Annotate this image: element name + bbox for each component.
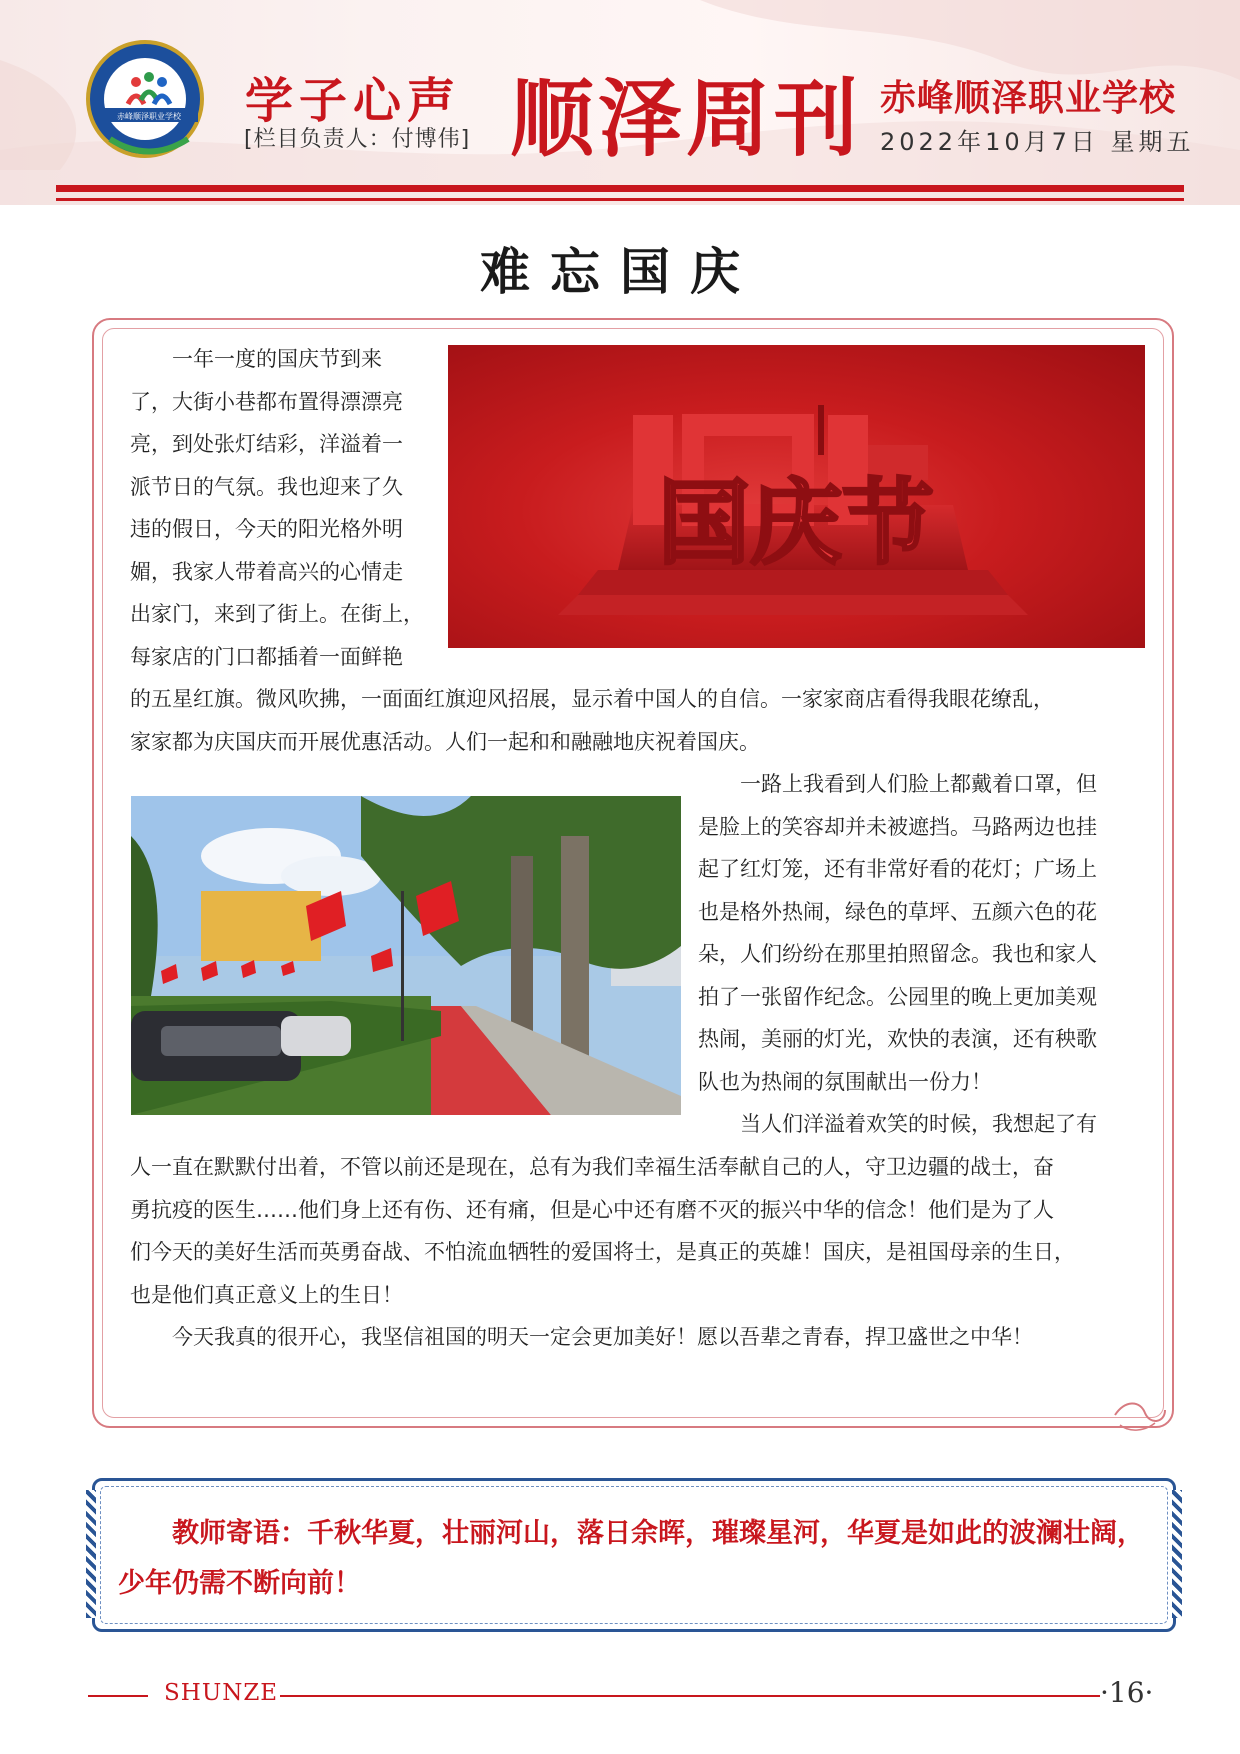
school-logo (86, 40, 204, 158)
issue-date: 2022年10月7日 星期五 (880, 128, 1195, 156)
text-line: 人一直在默默付出着，不管以前还是现在，总有为我们幸福生活奉献自己的人，守卫边疆的战士，奋 (130, 1155, 1054, 1179)
text-line: 媚，我家人带着高兴的心情走 (130, 559, 403, 584)
national-day-image (448, 345, 1145, 648)
text-line: 亮，到处张灯结彩，洋溢着一 (130, 432, 403, 456)
masthead: 顺泽周刊 (510, 69, 863, 168)
text-line: 每家店的门口都插着一面鲜艳 (130, 644, 403, 669)
paragraph-1-continued (130, 678, 1142, 763)
paragraph-2 (698, 763, 1144, 1103)
paragraph-3 (130, 1146, 1144, 1316)
header-rule-thick (56, 185, 1184, 192)
teacher-note-line: 教师寄语：千秋华夏，壮丽河山，落日余晖，璀璨星河，华夏是如此的波澜壮阔， (172, 1518, 1144, 1549)
text-line: 朵，人们纷纷在那里拍照留念。我也和家人 (698, 942, 1097, 966)
column-editor: [栏目负责人：付博伟] (244, 127, 471, 152)
text-line: 热闹，美丽的灯光，欢快的表演，还有秧歌 (698, 1027, 1097, 1051)
national-day-image-text: 国庆节 (657, 470, 935, 577)
text-line: 了，大街小巷都布置得漂漂亮 (130, 389, 403, 414)
logo-figures-icon (90, 44, 208, 162)
text-line: 是脸上的笑容却并未被遮挡。马路两边也挂 (698, 814, 1097, 839)
text-line: 违的假日，今天的阳光格外明 (130, 517, 403, 541)
header-rule-thin (56, 198, 1184, 201)
text-line: 派节日的气氛。我也迎来了久 (130, 474, 403, 499)
text-line: 起了红灯笼，还有非常好看的花灯；广场上 (698, 857, 1097, 881)
article-title: 难忘国庆 (480, 242, 760, 301)
footer-rule-right (280, 1695, 1100, 1697)
text-line: 一路上我看到人们脸上都戴着口罩，但 (740, 772, 1097, 796)
paragraph-4: 今天我真的很开心，我坚信祖国的明天一定会更加美好！愿以吾辈之青春，捍卫盛世之中华！ (172, 1325, 1033, 1349)
text-line: 也是格外热闹，绿色的草坪、五颜六色的花 (698, 899, 1097, 924)
footer-brand: SHUNZE (164, 1680, 279, 1706)
svg-text:赤峰顺泽职业学校: 赤峰顺泽职业学校 (117, 112, 181, 121)
frame-corner-ornament-icon (1110, 1395, 1170, 1435)
page-number: ·16· (1100, 1676, 1154, 1709)
text-line: 队也为热闹的氛围献出一份力！ (698, 1069, 992, 1094)
text-line: 拍了一张留作纪念。公园里的晚上更加美观 (698, 984, 1097, 1009)
school-name: 赤峰顺泽职业学校 (880, 78, 1177, 119)
text-line: 家家都为庆国庆而开展优惠活动。人们一起和和融融地庆祝着国庆。 (130, 729, 760, 754)
text-line: 也是他们真正意义上的生日！ (130, 1282, 403, 1307)
text-line: 出家门，来到了街上。在街上， (130, 602, 424, 626)
teacher-note-left-ornament (86, 1490, 96, 1618)
street-flags-photo (131, 796, 681, 1115)
teacher-note-line: 少年仍需不断向前！ (118, 1568, 361, 1599)
column-title: 学子心声 (245, 73, 462, 129)
text-line: 们今天的美好生活而英勇奋战、不怕流血牺牲的爱国将士，是真正的英雄！国庆，是祖国母亲的生日， (130, 1240, 1075, 1264)
teacher-note-right-ornament (1172, 1490, 1182, 1618)
teacher-note-text (118, 1509, 1158, 1609)
text-line: 勇抗疫的医生……他们身上还有伤、还有痛，但是心中还有磨不灭的振兴中华的信念！他们是为了人 (130, 1197, 1054, 1222)
text-line: 一年一度的国庆节到来 (172, 347, 382, 371)
text-line: 的五星红旗。微风吹拂，一面面红旗迎风招展，显示着中国人的自信。一家家商店看得我眼花缭乱， (130, 687, 1054, 711)
paragraph-3-start: 当人们洋溢着欢笑的时候，我想起了有 (740, 1112, 1097, 1136)
footer-rule-left (88, 1695, 148, 1697)
paragraph-1 (130, 338, 435, 678)
